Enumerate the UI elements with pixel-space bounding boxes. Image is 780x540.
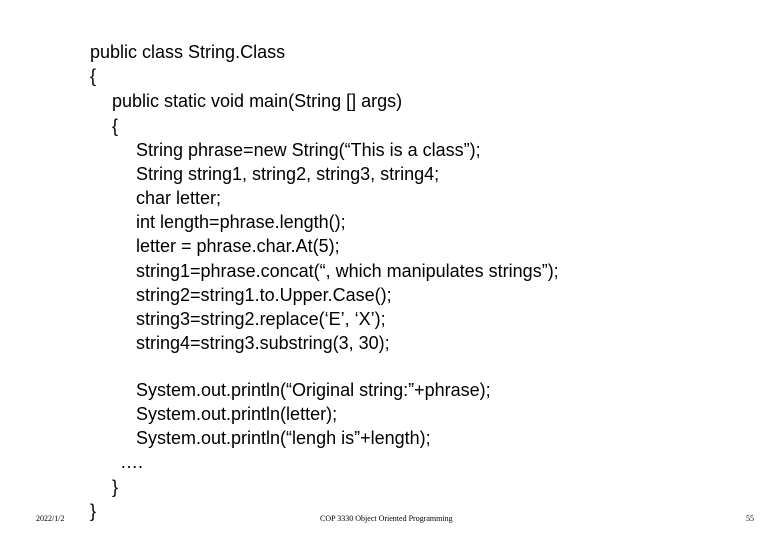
code-line-main-close-brace: } [112,477,119,497]
code-line-print-length: System.out.println(“lengh is”+length); [136,428,431,448]
code-line-main-open-brace: { [112,116,119,136]
footer-date: 2022/1/2 [36,514,65,523]
code-line-string4-assign: string4=string3.substring(3, 30); [136,333,390,353]
code-line-string2-assign: string2=string1.to.Upper.Case(); [136,285,392,305]
code-line-class-close-brace: } [90,501,97,521]
code-line-class-declaration: public class String.Class [90,42,286,62]
footer-course-title: COP 3330 Object Oriented Programming [320,514,453,523]
footer-page-number: 55 [746,514,754,523]
code-line-class-open-brace: { [90,66,97,86]
code-line-string1-assign: string1=phrase.concat(“, which manipulates strings”); [136,261,559,281]
code-line-string3-assign: string3=string2.replace(‘E’, ‘X’); [136,309,386,329]
code-line-letter-assign: letter = phrase.char.At(5); [136,236,340,256]
code-line-print-letter: System.out.println(letter); [136,404,338,424]
code-line-char-declaration: char letter; [136,188,222,208]
code-line-length-init: int length=phrase.length(); [136,212,346,232]
code-line-main-declaration: public static void main(String [] args) [112,91,403,111]
code-line-string-declarations: String string1, string2, string3, string4; [136,164,440,184]
code-line-phrase-init: String phrase=new String(“This is a class”); [136,140,481,160]
code-line-print-original: System.out.println(“Original string:”+phrase); [136,380,491,400]
code-line-ellipsis: …. [120,452,144,472]
